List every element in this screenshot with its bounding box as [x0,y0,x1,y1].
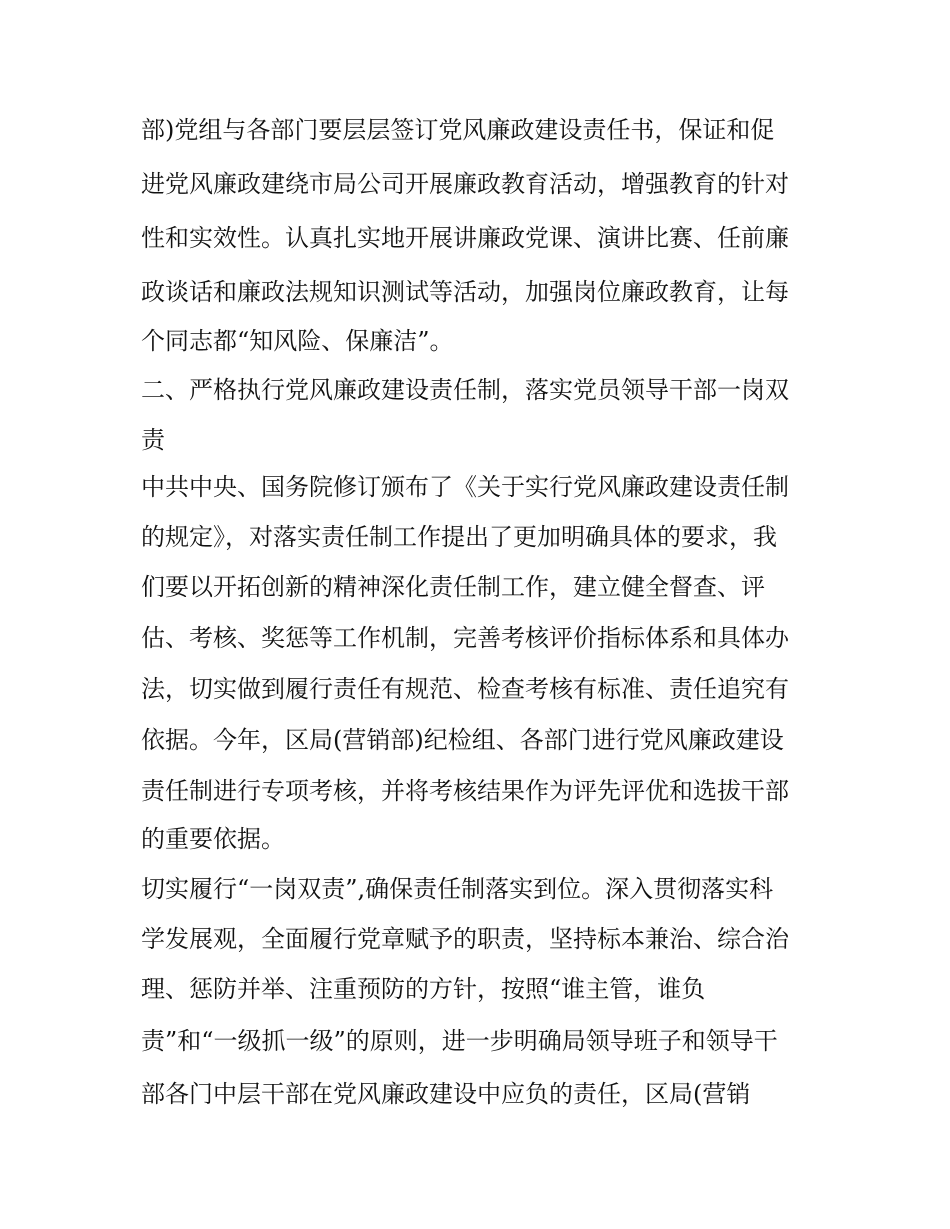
text-line: 估、考核、奖惩等工作机制，完善考核评价指标体系和具体办 [141,624,789,652]
text-line: 的规定》，对落实责任制工作提出了更加明确具体的要求，我 [141,523,777,551]
text-line: 个同志都“知风险、保廉洁”。 [141,327,454,355]
text-line: 部)党组与各部门要层层签订党风廉政建设责任书，保证和促 [141,116,775,144]
text-line: 法，切实做到履行责任有规范、检查考核有标准、责任追究有 [141,675,789,703]
text-line: 切实履行“一岗双责”,确保责任制落实到位。深入贯彻落实科 [141,875,774,903]
section-heading: 二、严格执行党风廉政建设责任制，落实党员领导干部一岗双 [141,376,789,404]
text-line: 进党风廉政建绕市局公司开展廉政教育活动，增强教育的针对 [141,170,789,198]
text-line: 责”和“一级抓一级”的原则，进一步明确局领导班子和领导干 [141,1027,778,1055]
text-line: 政谈话和廉政法规知识测试等活动，加强岗位廉政教育，让每 [141,278,789,306]
text-line: 学发展观，全面履行党章赋予的职责，坚持标本兼治、综合治 [141,925,789,953]
text-line: 部各门中层干部在党风廉政建设中应负的责任，区局(营销 [141,1080,751,1108]
text-line: 责任制进行专项考核，并将考核结果作为评先评优和选拔干部 [141,777,789,805]
text-line: 依据。今年，区局(营销部)纪检组、各部门进行党风廉政建设 [141,726,784,754]
text-line: 们要以开拓创新的精神深化责任制工作，建立健全督查、评 [141,573,765,601]
section-heading-continued: 责 [141,426,165,454]
text-line: 中共中央、国务院修订颁布了《关于实行党风廉政建设责任制 [141,473,789,501]
text-line: 的重要依据。 [141,825,285,853]
text-line: 性和实效性。认真扎实地开展讲廉政党课、演讲比赛、任前廉 [141,224,789,252]
text-line: 理、惩防并举、注重预防的方针，按照“谁主管，谁负 [141,975,706,1003]
